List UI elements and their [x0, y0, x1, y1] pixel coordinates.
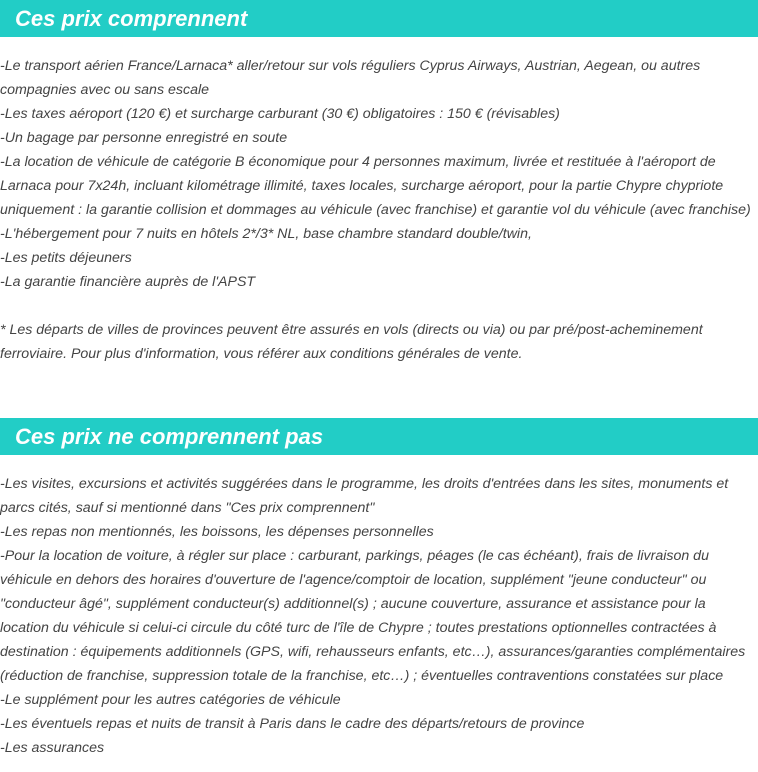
included-list	[0, 37, 758, 294]
excluded-item-visits: -Les visites, excursions et activités suggérées dans le programme, les droits d'entrées dans les sites, monuments et parcs cités, sauf si mentionné dans "Ces prix comprennent"	[0, 476, 729, 516]
included-item-breakfast: -Les petits déjeuners	[0, 250, 132, 266]
included-item-taxes: -Les taxes aéroport (120 €) et surcharge carburant (30 €) obligatoires : 150 € (révisables)	[0, 106, 560, 122]
excluded-title: Ces prix ne comprennent pas	[15, 423, 324, 449]
excluded-item-meals: -Les repas non mentionnés, les boissons, les dépenses personnelles	[0, 524, 434, 540]
included-item-guarantee: -La garantie financière auprès de l'APST	[0, 274, 256, 290]
included-section-header	[0, 0, 758, 37]
included-note-text: * Les départs de villes de provinces peuvent être assurés en vols (directs ou via) ou par pré/post-acheminement ferroviaire. Pour plus d'information, vous référer aux conditions générales de vente.	[0, 322, 703, 362]
excluded-list	[0, 455, 758, 760]
excluded-item-vehicle-supplement: -Le supplément pour les autres catégories de véhicule	[0, 692, 341, 708]
included-item-transport: -Le transport aérien France/Larnaca* aller/retour sur vols réguliers Cyprus Airways, Austrian, Aegean, ou autres compagnies avec ou sans escale	[0, 58, 701, 98]
included-item-car-rental: -La location de véhicule de catégorie B économique pour 4 personnes maximum, livrée et restituée à l'aéroport de Larnaca pour 7x24h, incluant kilométrage illimité, taxes locales, surcharge aéroport, pour la partie Chypre chypriote uniquement : la garantie collision et dommages au véhicule (avec franchise) et garantie vol du véhicule (avec franchise)	[0, 154, 751, 218]
excluded-item-insurance: -Les assurances	[0, 740, 105, 756]
included-item-accommodation: -L'hébergement pour 7 nuits en hôtels 2*/3* NL, base chambre standard double/twin,	[0, 226, 532, 242]
excluded-item-transit-paris: -Les éventuels repas et nuits de transit à Paris dans le cadre des départs/retours de province	[0, 716, 585, 732]
excluded-section-header	[0, 418, 758, 455]
excluded-item-car-extras: -Pour la location de voiture, à régler sur place : carburant, parkings, péages (le cas échéant), frais de livraison du véhicule en dehors des horaires d'ouverture de l'agence/comptoir de location, supplément "jeune conducteur" ou "conducteur âgé", supplément conducteur(s) additionnel(s) ; aucune couverture, assurance et assistance pour la location du véhicule si celui-ci circule du côté turc de l'île de Chypre ; toutes prestations optionnelles contractées à destination : équipements additionnels (GPS, wifi, rehausseurs enfants, etc…), assurances/garanties complémentaires (réduction de franchise, suppression totale de la franchise, etc…) ; éventuelles contraventions constatées sur place	[0, 548, 746, 684]
included-note	[0, 294, 758, 366]
included-item-baggage: -Un bagage par personne enregistré en soute	[0, 130, 288, 146]
included-title: Ces prix comprennent	[15, 5, 248, 31]
